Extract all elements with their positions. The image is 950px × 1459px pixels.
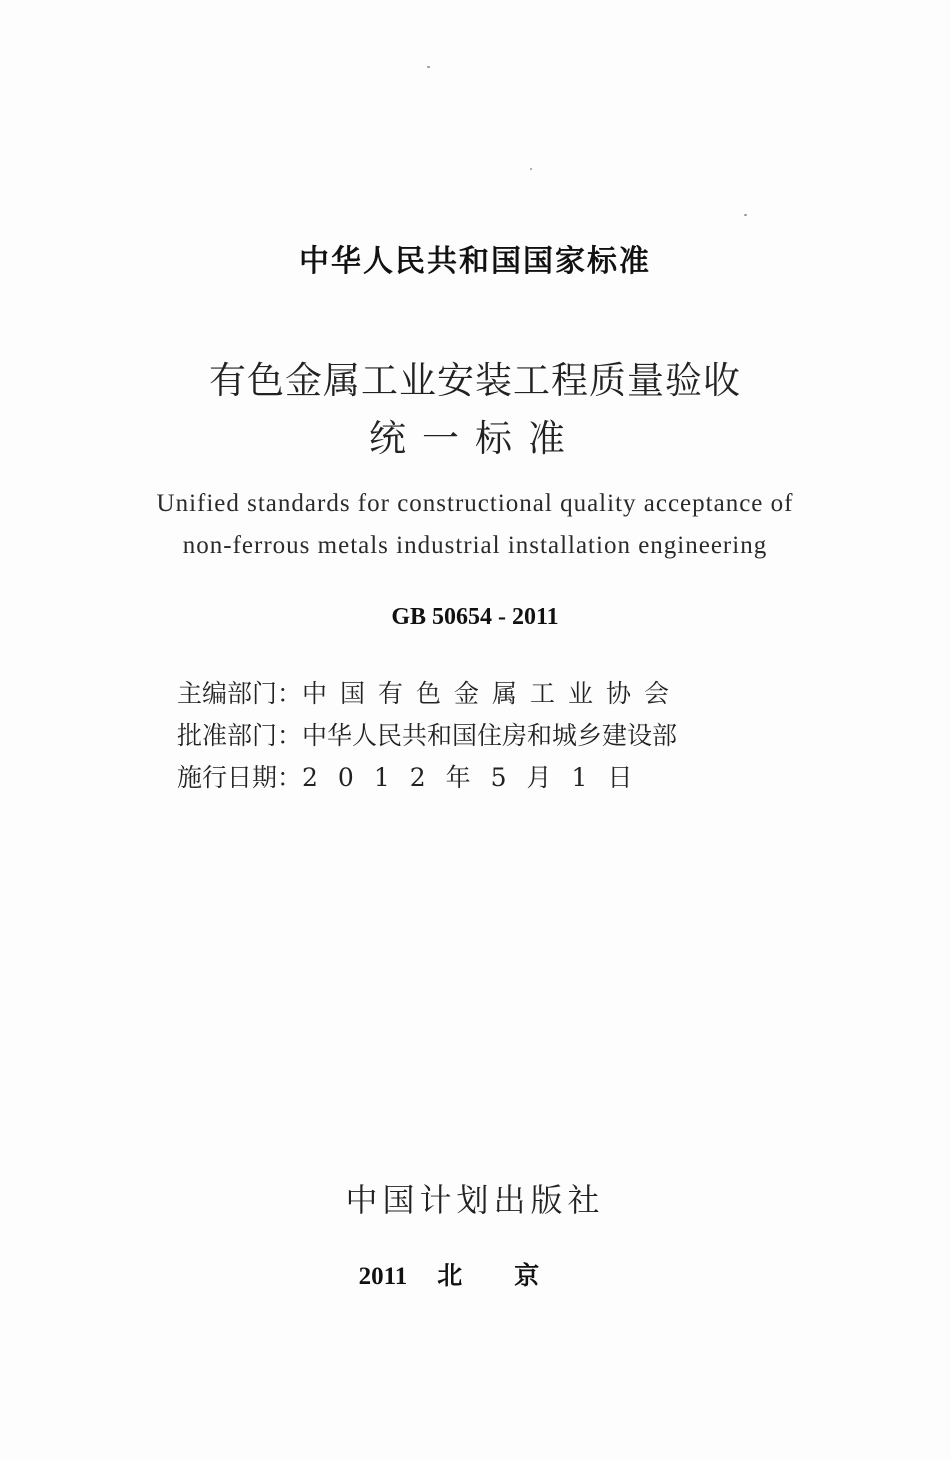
publication-place: [0, 1256, 950, 1292]
approver-row: [177, 716, 677, 750]
effective-date-label: 施行日期：: [177, 763, 303, 792]
national-standard-heading: 中华人民共和国国家标准: [299, 244, 651, 279]
english-title-line2: non-ferrous metals industrial installation engineering: [182, 532, 768, 559]
approver-value: 中华人民共和国住房和城乡建设部: [302, 721, 678, 750]
scan-speck: [427, 66, 430, 68]
scan-speck: [530, 168, 532, 170]
publication-year: 2011: [358, 1263, 408, 1290]
scan-speck: [744, 214, 747, 216]
document-title-line2: 统一标准: [369, 417, 581, 460]
approver-label: 批准部门：: [177, 721, 303, 750]
document-title-line1: 有色金属工业安装工程质量验收: [209, 359, 741, 402]
english-title-line1: Unified standards for constructional quality acceptance of: [156, 490, 794, 517]
standard-code: GB 50654 - 2011: [391, 604, 559, 630]
effective-date-row: [177, 758, 652, 792]
effective-date-value: 2012年5月1日: [302, 763, 653, 792]
editor-value: 中国有色金属工业协会: [302, 679, 683, 708]
publication-city: 北京: [437, 1261, 592, 1290]
editor-label: 主编部门：: [177, 679, 303, 708]
editor-row: [177, 674, 682, 708]
publisher-name: 中国计划出版社: [345, 1181, 605, 1219]
